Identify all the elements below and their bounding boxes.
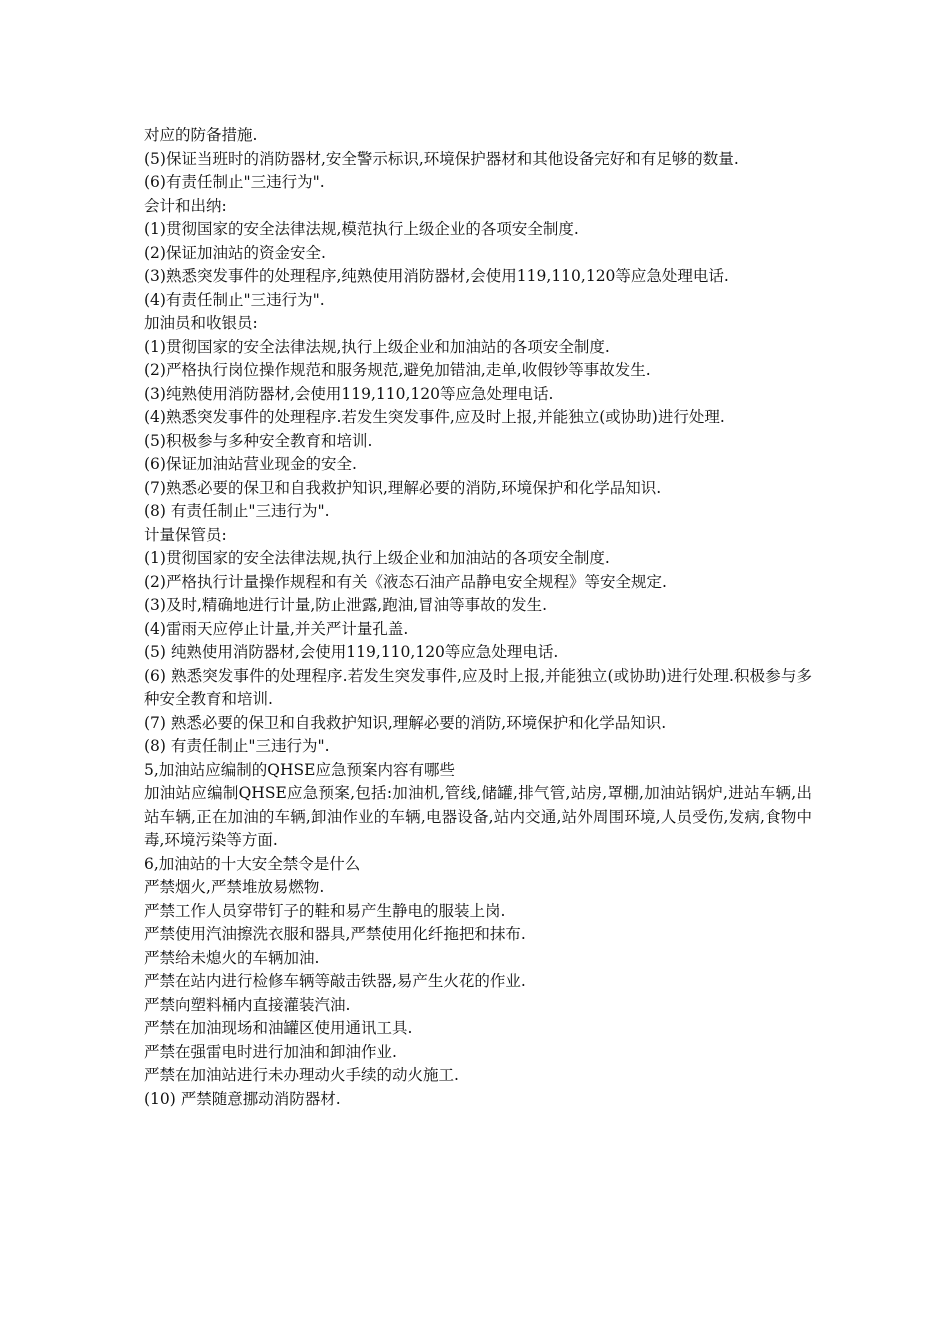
- text-line: (4)有责任制止"三违行为".: [144, 290, 325, 309]
- text-line: (7) 熟悉必要的保卫和自我救护知识,理解必要的消防,环境保护和化学品知识.: [144, 713, 667, 732]
- text-line: (1)贯彻国家的安全法律法规,执行上级企业和加油站的各项安全制度.: [144, 549, 610, 567]
- text-line: (5) 纯熟使用消防器材,会使用119,110,120等应急处理电话.: [144, 643, 559, 661]
- text-line: (7)熟悉必要的保卫和自我救护知识,理解必要的消防,环境保护和化学品知识.: [144, 478, 662, 497]
- text-line: (4)雷雨天应停止计量,并关严计量孔盖.: [144, 619, 409, 638]
- document-body: [144, 124, 812, 1111]
- text-line: (5)保证当班时的消防器材,安全警示标识,环境保护器材和其他设备完好和有足够的数量.: [144, 149, 739, 168]
- text-line: 严禁烟火,严禁堆放易燃物.: [144, 878, 325, 896]
- text-line: 严禁在站内进行检修车辆等敲击铁器,易产生火花的作业.: [144, 972, 526, 990]
- text-line: (6)有责任制止"三违行为".: [144, 173, 325, 191]
- text-line: (6) 熟悉突发事件的处理程序.若发生突发事件,应及时上报,并能独立(或协助)进行处理.积极参与多种安全教育和培训.: [144, 666, 812, 708]
- text-line: (3)纯熟使用消防器材,会使用119,110,120等应急处理电话.: [144, 384, 554, 403]
- question-heading: 5,加油站应编制的QHSE应急预案内容有哪些: [144, 760, 455, 779]
- text-line: 严禁在加油站进行未办理动火手续的动火施工.: [144, 1066, 459, 1084]
- text-line: (2)严格执行岗位操作规范和服务规范,避免加错油,走单,收假钞等事故发生.: [144, 361, 651, 379]
- text-line: (8) 有责任制止"三违行为".: [144, 502, 330, 520]
- text-line: (2)严格执行计量操作规程和有关《液态石油产品静电安全规程》等安全规定.: [144, 572, 667, 591]
- text-line: 严禁在加油现场和油罐区使用通讯工具.: [144, 1019, 413, 1037]
- text-line: 严禁工作人员穿带钉子的鞋和易产生静电的服装上岗.: [144, 901, 506, 920]
- section-heading: 会计和出纳:: [144, 196, 227, 215]
- text-line: 对应的防备措施.: [144, 126, 258, 144]
- section-heading: 计量保管员:: [144, 525, 227, 544]
- text-line: (6)保证加油站营业现金的安全.: [144, 455, 357, 473]
- section-heading: 加油员和收银员:: [144, 314, 258, 332]
- text-line: 严禁向塑料桶内直接灌装汽油.: [144, 995, 351, 1014]
- text-line: 严禁在强雷电时进行加油和卸油作业.: [144, 1042, 397, 1061]
- text-line: (5)积极参与多种安全教育和培训.: [144, 431, 373, 450]
- text-line: 加油站应编制QHSE应急预案,包括:加油机,管线,储罐,排气管,站房,罩棚,加油站锅炉,进站车辆,出站车辆,正在加油的车辆,卸油作业的车辆,电器设备,站内交通,站外周围环境,人员受伤,发病,食物中毒,环境污染等方面.: [144, 784, 812, 849]
- text-line: (8) 有责任制止"三违行为".: [144, 737, 330, 755]
- text-line: (4)熟悉突发事件的处理程序.若发生突发事件,应及时上报,并能独立(或协助)进行处理.: [144, 408, 725, 426]
- text-line: 严禁使用汽油擦洗衣服和器具,严禁使用化纤拖把和抹布.: [144, 925, 526, 943]
- text-line: (1)贯彻国家的安全法律法规,模范执行上级企业的各项安全制度.: [144, 220, 579, 238]
- text-line: (3)及时,精确地进行计量,防止泄露,跑油,冒油等事故的发生.: [144, 596, 548, 614]
- text-line: (3)熟悉突发事件的处理程序,纯熟使用消防器材,会使用119,110,120等应急处理电话.: [144, 267, 729, 285]
- text-line: (2)保证加油站的资金安全.: [144, 243, 326, 262]
- text-line: (1)贯彻国家的安全法律法规,执行上级企业和加油站的各项安全制度.: [144, 337, 610, 356]
- text-line: (10) 严禁随意挪动消防器材.: [144, 1089, 341, 1108]
- text-line: 严禁给未熄火的车辆加油.: [144, 948, 320, 967]
- question-heading: 6,加油站的十大安全禁令是什么: [144, 854, 361, 873]
